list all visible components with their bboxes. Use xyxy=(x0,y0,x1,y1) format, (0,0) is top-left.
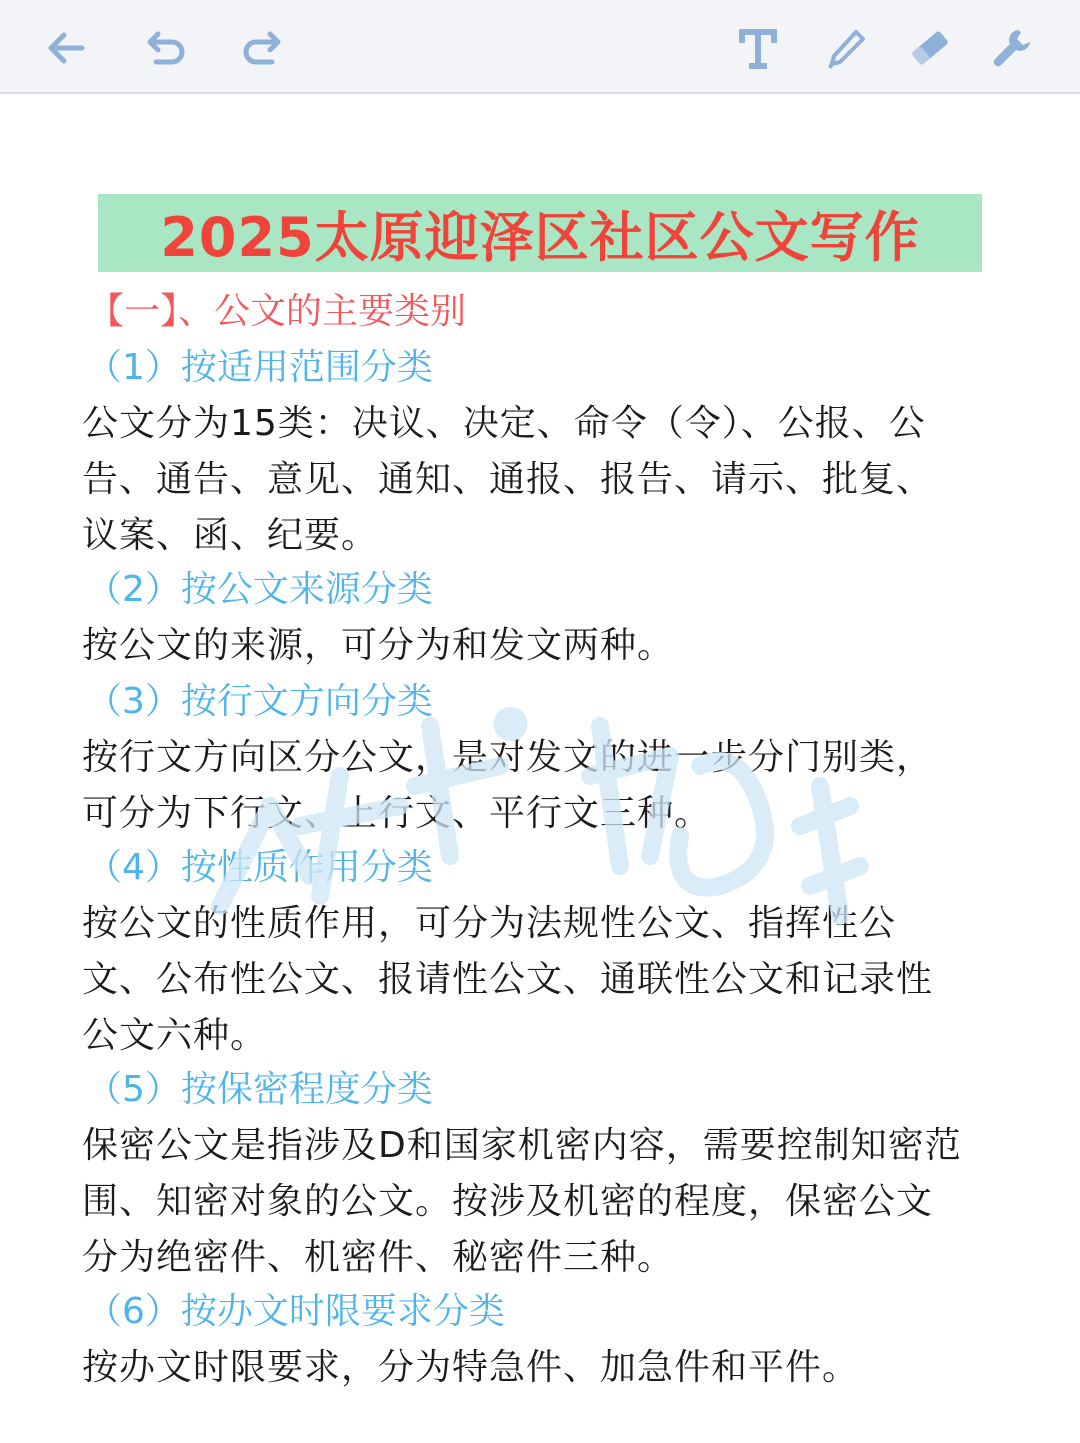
item-5-line-1: 保密公文是指涉及D和国家机密内容，需要控制知密范 xyxy=(82,1125,962,1166)
undo-icon[interactable] xyxy=(140,22,192,74)
item-5-line-2: 围、知密对象的公文。按涉及机密的程度，保密公文 xyxy=(82,1181,934,1222)
document-page xyxy=(0,96,1080,1443)
item-4-line-1: 按公文的性质作用，可分为法规性公文、指挥性公 xyxy=(82,903,897,944)
item-6-line-1: 按办文时限要求，分为特急件、加急件和平件。 xyxy=(82,1347,860,1388)
item-heading-4: （4）按性质作用分类 xyxy=(86,847,433,888)
item-1-line-3: 议案、函、纪要。 xyxy=(82,515,379,556)
top-toolbar xyxy=(0,0,1080,94)
eraser-icon[interactable] xyxy=(904,22,956,74)
item-3-line-2: 可分为下行文、上行文、平行文三种。 xyxy=(82,793,712,834)
item-4-line-3: 公文六种。 xyxy=(82,1015,268,1056)
page-title: 2025太原迎泽区社区公文写作 xyxy=(160,205,920,269)
section-heading: 【一】、公文的主要类别 xyxy=(88,291,467,332)
item-2-line-1: 按公文的来源，可分为和发文两种。 xyxy=(82,625,675,666)
item-heading-5: （5）按保密程度分类 xyxy=(86,1069,433,1110)
redo-icon[interactable] xyxy=(236,22,288,74)
text-tool-icon[interactable] xyxy=(732,22,784,74)
item-heading-6: （6）按办文时限要求分类 xyxy=(86,1291,505,1332)
wrench-icon[interactable] xyxy=(986,22,1038,74)
item-5-line-3: 分为绝密件、机密件、秘密件三种。 xyxy=(82,1237,675,1278)
title-banner xyxy=(98,194,982,272)
item-heading-1: （1）按适用范围分类 xyxy=(86,347,433,388)
item-1-line-2: 告、通告、意见、通知、通报、报告、请示、批复、 xyxy=(82,459,934,500)
back-arrow-icon[interactable] xyxy=(40,22,92,74)
item-4-line-2: 文、公布性公文、报请性公文、通联性公文和记录性 xyxy=(82,959,934,1000)
item-1-line-1: 公文分为15类：决议、决定、命令（令）、公报、公 xyxy=(82,403,926,444)
pen-icon[interactable] xyxy=(820,22,872,74)
item-3-line-1: 按行文方向区分公文，是对发文的进一步分门别类， xyxy=(82,737,934,778)
item-heading-3: （3）按行文方向分类 xyxy=(86,681,433,722)
item-heading-2: （2）按公文来源分类 xyxy=(86,569,433,610)
